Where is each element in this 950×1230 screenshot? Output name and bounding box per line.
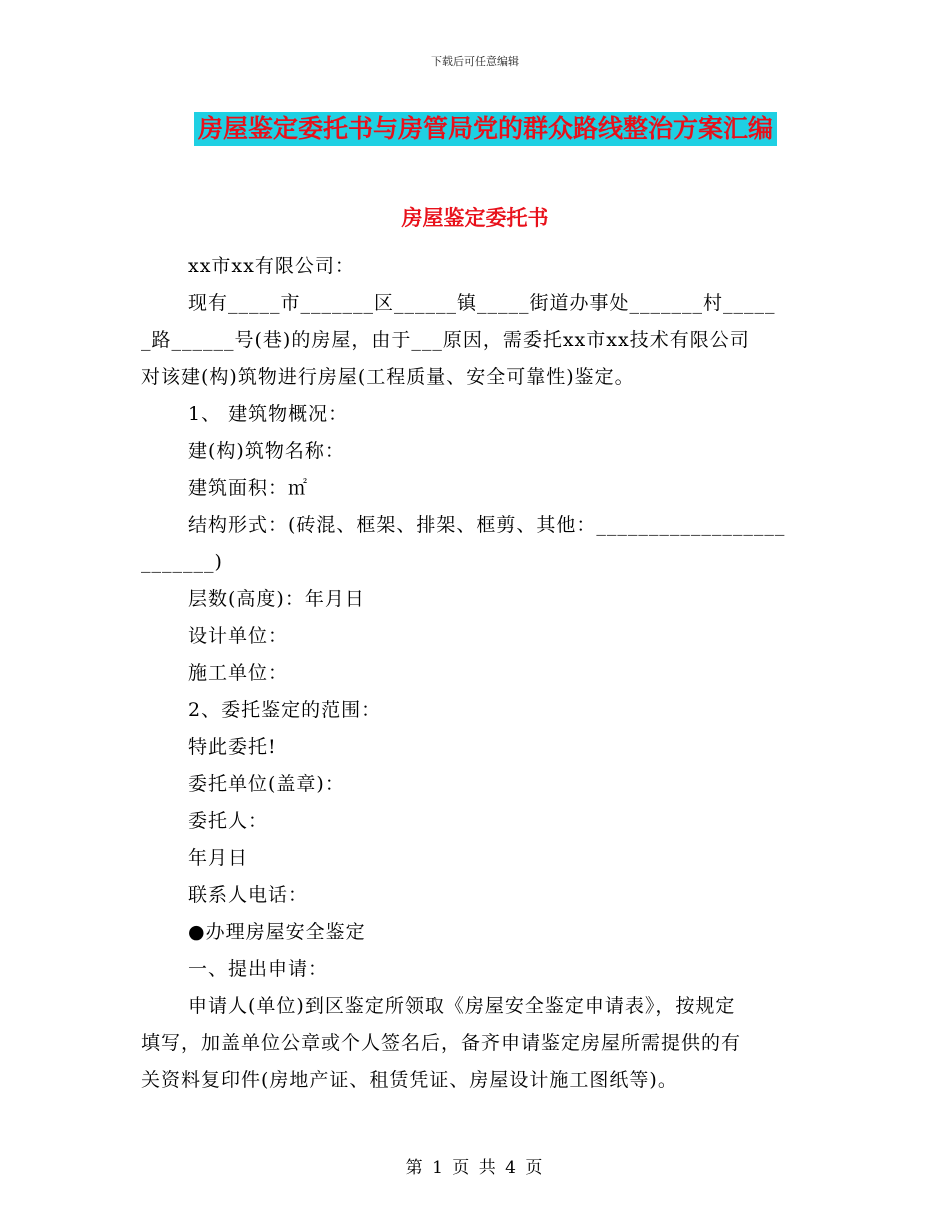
field-label: 建(构)筑物名称： — [188, 440, 345, 462]
paragraph-line: 关资料复印件(房地产证、租赁凭证、房屋设计施工图纸等)。 — [141, 1069, 678, 1091]
page-header-note: 下载后可任意编辑 — [431, 55, 519, 68]
field-label: 建筑面积：㎡ — [188, 477, 309, 499]
list-heading: 2、委托鉴定的范围： — [188, 699, 382, 721]
field-label: 联系人电话： — [188, 884, 309, 906]
document-title: 房屋鉴定委托书与房管局党的群众路线整治方案汇编 — [194, 112, 777, 146]
paragraph-line: 填写，加盖单位公章或个人签名后，备齐申请鉴定房屋所需提供的有 — [141, 1032, 742, 1054]
field-label: 设计单位： — [188, 625, 289, 647]
document-body — [141, 248, 807, 1099]
field-label: 委托单位(盖章)： — [188, 773, 345, 795]
addressee-line: xx市xx有限公司： — [188, 255, 355, 277]
closing-line: 特此委托! — [188, 736, 277, 758]
list-heading: 一、提出申请： — [188, 958, 329, 980]
bullet-heading: ●办理房屋安全鉴定 — [188, 921, 366, 943]
list-heading: 1、 建筑物概况： — [188, 403, 349, 425]
field-label: 层数(高度)：年月日 — [188, 588, 365, 610]
field-label: 结构形式：(砖混、框架、排架、框剪、其他：__________________ — [188, 514, 786, 536]
field-label: 施工单位： — [188, 662, 289, 684]
date-line: 年月日 — [188, 847, 249, 869]
field-label: 委托人： — [188, 810, 269, 832]
page-footer: 第 1 页 共 4 页 — [405, 1158, 545, 1178]
paragraph-line: 申请人(单位)到区鉴定所领取《房屋安全鉴定申请表》，按规定 — [188, 995, 736, 1017]
paragraph-line: 现有_____市_______区______镇_____街道办事处_______村_____ — [188, 292, 776, 314]
section-title: 房屋鉴定委托书 — [401, 205, 549, 230]
paragraph-line: 对该建(构)筑物进行房屋(工程质量、安全可靠性)鉴定。 — [141, 366, 635, 388]
paragraph-line: _路______号(巷)的房屋，由于___原因，需委托xx市xx技术有限公司 — [141, 329, 750, 351]
paragraph-line: _______) — [141, 551, 223, 573]
